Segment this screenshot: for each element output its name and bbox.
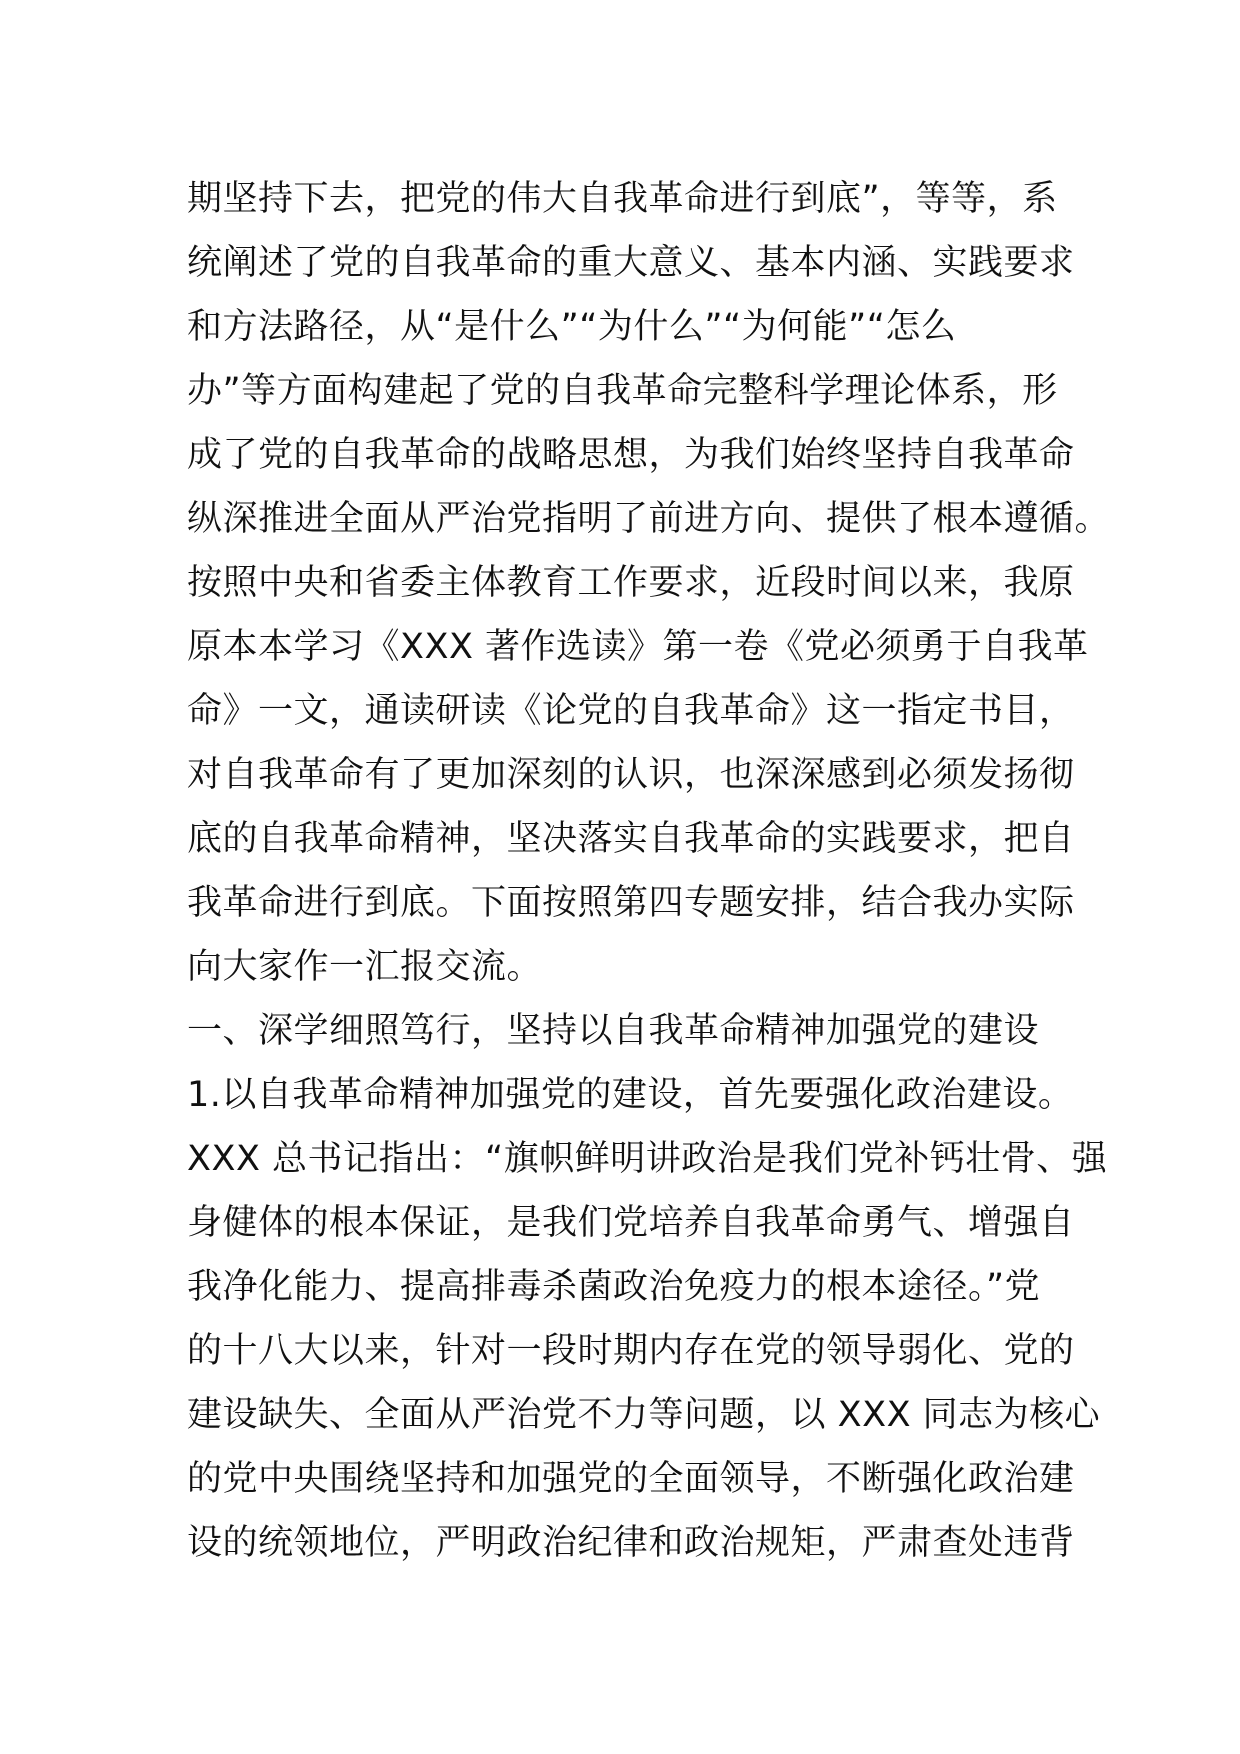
text-line: 我净化能力、提高排毒杀菌政治免疫力的根本途径。”党	[187, 1267, 1041, 1307]
text-line: 统阐述了党的自我革命的重大意义、基本内涵、实践要求	[187, 243, 1075, 283]
text-line: 办”等方面构建起了党的自我革命完整科学理论体系，形	[187, 371, 1058, 411]
text-line: 的党中央围绕坚持和加强党的全面领导，不断强化政治建	[187, 1459, 1075, 1499]
body-text	[187, 167, 1111, 1575]
text-line: XXX 总书记指出：“旗帜鲜明讲政治是我们党补钙壮骨、强	[187, 1139, 1108, 1179]
section-heading: 一、深学细照笃行，坚持以自我革命精神加强党的建设	[187, 1011, 1040, 1051]
text-line: 身健体的根本保证，是我们党培养自我革命勇气、增强自	[187, 1203, 1075, 1243]
text-line: 按照中央和省委主体教育工作要求，近段时间以来，我原	[187, 563, 1075, 603]
text-line: 建设缺失、全面从严治党不力等问题，以 XXX 同志为核心	[187, 1395, 1101, 1435]
text-line: 和方法路径，从“是什么”“为什么”“为何能”“怎么	[187, 307, 957, 347]
text-line: 底的自我革命精神，坚决落实自我革命的实践要求，把自	[187, 819, 1075, 859]
text-line: 成了党的自我革命的战略思想，为我们始终坚持自我革命	[187, 435, 1075, 475]
text-line: 原本本学习《XXX 著作选读》第一卷《党必须勇于自我革	[187, 627, 1089, 667]
text-line: 纵深推进全面从严治党指明了前进方向、提供了根本遵循。	[187, 499, 1111, 539]
text-line: 向大家作一汇报交流。	[187, 947, 543, 987]
text-line: 对自我革命有了更加深刻的认识，也深深感到必须发扬彻	[187, 755, 1075, 795]
text-line: 我革命进行到底。下面按照第四专题安排，结合我办实际	[187, 883, 1075, 923]
text-line: 命》一文，通读研读《论党的自我革命》这一指定书目，	[187, 691, 1075, 731]
text-line: 的十八大以来，针对一段时期内存在党的领导弱化、党的	[187, 1331, 1075, 1371]
text-line: 设的统领地位，严明政治纪律和政治规矩，严肃查处违背	[187, 1523, 1075, 1563]
text-line: 期坚持下去，把党的伟大自我革命进行到底”，等等，系	[187, 179, 1058, 219]
subsection-heading: 1.以自我革命精神加强党的建设，首先要强化政治建设。	[187, 1075, 1074, 1115]
